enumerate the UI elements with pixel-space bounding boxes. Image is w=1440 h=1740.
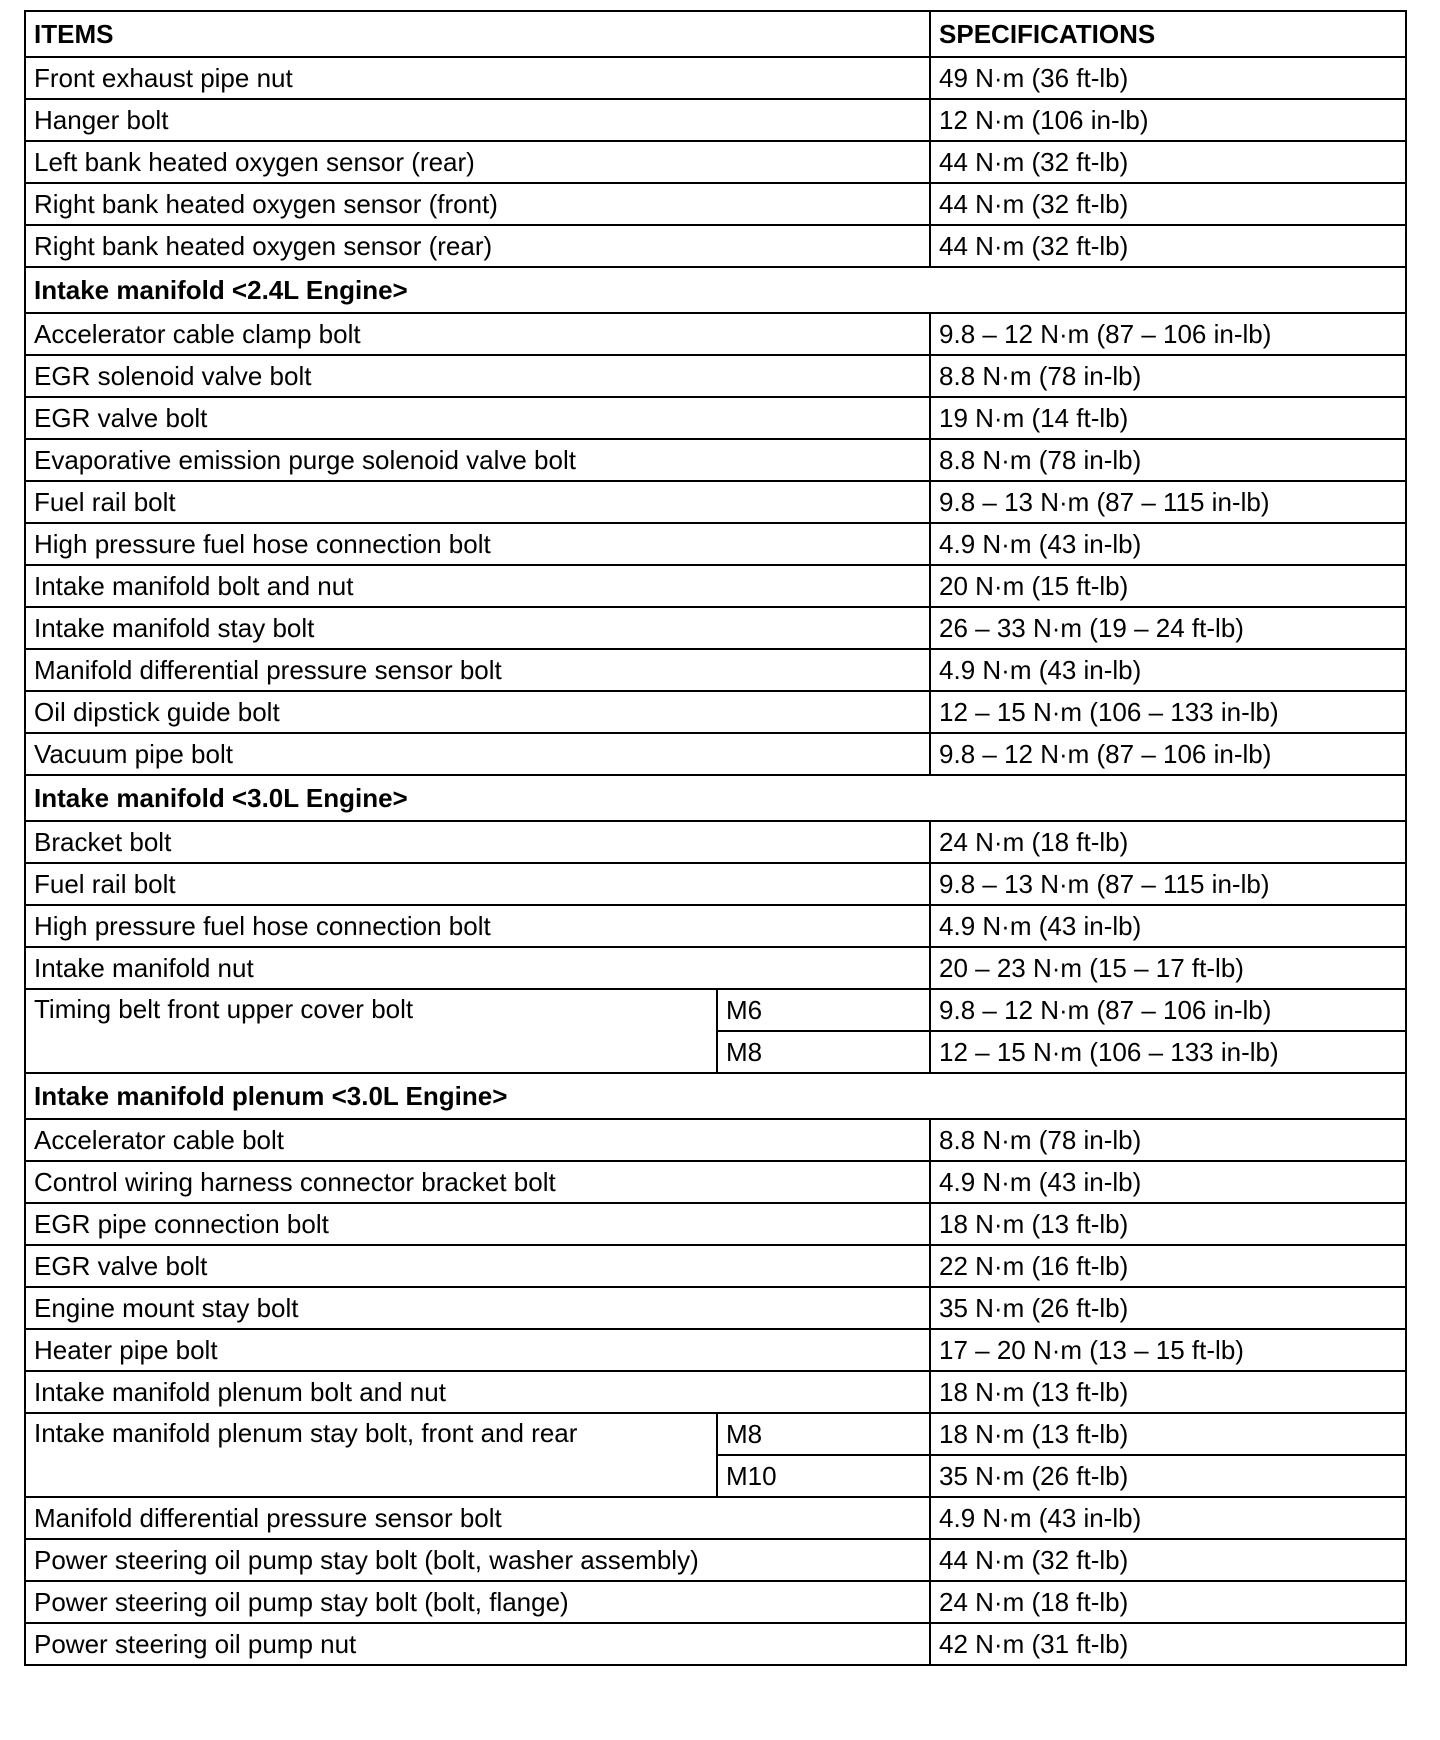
item-name: Heater pipe bolt [25, 1329, 930, 1371]
item-name: Power steering oil pump nut [25, 1623, 930, 1665]
torque-spec: 8.8 N·m (78 in-lb) [930, 439, 1406, 481]
item-name: Right bank heated oxygen sensor (rear) [25, 225, 930, 267]
item-name: Intake manifold stay bolt [25, 607, 930, 649]
table-row [25, 1161, 1406, 1203]
table-body [25, 11, 1406, 1665]
torque-spec: 24 N·m (18 ft-lb) [930, 1581, 1406, 1623]
torque-spec: 12 – 15 N·m (106 – 133 in-lb) [930, 691, 1406, 733]
torque-spec: 17 – 20 N·m (13 – 15 ft-lb) [930, 1329, 1406, 1371]
item-name: EGR pipe connection bolt [25, 1203, 930, 1245]
item-name: Hanger bolt [25, 99, 930, 141]
item-name: Evaporative emission purge solenoid valve bolt [25, 439, 930, 481]
torque-spec: 4.9 N·m (43 in-lb) [930, 905, 1406, 947]
table-row [25, 691, 1406, 733]
item-name: Intake manifold bolt and nut [25, 565, 930, 607]
torque-spec: 12 N·m (106 in-lb) [930, 99, 1406, 141]
table-row [25, 523, 1406, 565]
table-row [25, 183, 1406, 225]
torque-spec: 44 N·m (32 ft-lb) [930, 183, 1406, 225]
item-name: Engine mount stay bolt [25, 1287, 930, 1329]
torque-spec: 9.8 – 12 N·m (87 – 106 in-lb) [930, 313, 1406, 355]
table-row [25, 1329, 1406, 1371]
torque-spec: 24 N·m (18 ft-lb) [930, 821, 1406, 863]
torque-spec: 9.8 – 13 N·m (87 – 115 in-lb) [930, 481, 1406, 523]
item-name: High pressure fuel hose connection bolt [25, 523, 930, 565]
torque-spec: 4.9 N·m (43 in-lb) [930, 1161, 1406, 1203]
bolt-size: M6 [717, 989, 930, 1031]
table-row [25, 355, 1406, 397]
table-row [25, 481, 1406, 523]
table-row [25, 1245, 1406, 1287]
torque-spec: 42 N·m (31 ft-lb) [930, 1623, 1406, 1665]
item-name: Oil dipstick guide bolt [25, 691, 930, 733]
torque-spec: 19 N·m (14 ft-lb) [930, 397, 1406, 439]
table-row [25, 57, 1406, 99]
specifications-column-header: SPECIFICATIONS [930, 11, 1406, 57]
table-row [25, 733, 1406, 775]
bolt-size: M8 [717, 1031, 930, 1073]
torque-spec: 44 N·m (32 ft-lb) [930, 1539, 1406, 1581]
torque-spec: 8.8 N·m (78 in-lb) [930, 1119, 1406, 1161]
item-name: Intake manifold nut [25, 947, 930, 989]
torque-spec: 22 N·m (16 ft-lb) [930, 1245, 1406, 1287]
torque-spec: 44 N·m (32 ft-lb) [930, 141, 1406, 183]
table-row [25, 225, 1406, 267]
table-row [25, 397, 1406, 439]
table-row [25, 313, 1406, 355]
table-row [25, 649, 1406, 691]
table-header-row [25, 11, 1406, 57]
item-name: Accelerator cable bolt [25, 1119, 930, 1161]
torque-spec: 20 N·m (15 ft-lb) [930, 565, 1406, 607]
table-row [25, 863, 1406, 905]
item-name: Fuel rail bolt [25, 481, 930, 523]
table-row [25, 1413, 1406, 1455]
torque-spec: 49 N·m (36 ft-lb) [930, 57, 1406, 99]
section-title: Intake manifold <2.4L Engine> [25, 267, 1406, 313]
section-title: Intake manifold plenum <3.0L Engine> [25, 1073, 1406, 1119]
item-name: Power steering oil pump stay bolt (bolt, flange) [25, 1581, 930, 1623]
torque-spec: 18 N·m (13 ft-lb) [930, 1413, 1406, 1455]
torque-spec: 9.8 – 12 N·m (87 – 106 in-lb) [930, 733, 1406, 775]
item-name: Manifold differential pressure sensor bolt [25, 1497, 930, 1539]
table-row [25, 989, 1406, 1031]
torque-spec-table [24, 10, 1407, 1666]
bolt-size: M8 [717, 1413, 930, 1455]
torque-spec: 9.8 – 13 N·m (87 – 115 in-lb) [930, 863, 1406, 905]
items-column-header: ITEMS [25, 11, 930, 57]
torque-spec: 20 – 23 N·m (15 – 17 ft-lb) [930, 947, 1406, 989]
table-row [25, 1287, 1406, 1329]
table-row [25, 1371, 1406, 1413]
table-row [25, 439, 1406, 481]
item-name: Right bank heated oxygen sensor (front) [25, 183, 930, 225]
table-row [25, 1581, 1406, 1623]
item-name: Control wiring harness connector bracket bolt [25, 1161, 930, 1203]
torque-spec: 26 – 33 N·m (19 – 24 ft-lb) [930, 607, 1406, 649]
section-title: Intake manifold <3.0L Engine> [25, 775, 1406, 821]
torque-spec: 4.9 N·m (43 in-lb) [930, 1497, 1406, 1539]
torque-spec: 4.9 N·m (43 in-lb) [930, 523, 1406, 565]
torque-spec: 35 N·m (26 ft-lb) [930, 1287, 1406, 1329]
table-row [25, 141, 1406, 183]
item-name: Bracket bolt [25, 821, 930, 863]
item-name: Left bank heated oxygen sensor (rear) [25, 141, 930, 183]
item-name: Fuel rail bolt [25, 863, 930, 905]
table-row [25, 1497, 1406, 1539]
torque-spec: 35 N·m (26 ft-lb) [930, 1455, 1406, 1497]
torque-spec: 18 N·m (13 ft-lb) [930, 1203, 1406, 1245]
item-name: Power steering oil pump stay bolt (bolt, washer assembly) [25, 1539, 930, 1581]
item-name: Intake manifold plenum stay bolt, front and rear [25, 1413, 717, 1497]
section-header-row [25, 1073, 1406, 1119]
table-row [25, 947, 1406, 989]
item-name: Accelerator cable clamp bolt [25, 313, 930, 355]
item-name: Timing belt front upper cover bolt [25, 989, 717, 1073]
table-row [25, 99, 1406, 141]
torque-spec: 4.9 N·m (43 in-lb) [930, 649, 1406, 691]
item-name: Manifold differential pressure sensor bolt [25, 649, 930, 691]
torque-spec: 9.8 – 12 N·m (87 – 106 in-lb) [930, 989, 1406, 1031]
item-name: Front exhaust pipe nut [25, 57, 930, 99]
table-row [25, 821, 1406, 863]
torque-spec: 44 N·m (32 ft-lb) [930, 225, 1406, 267]
item-name: EGR valve bolt [25, 397, 930, 439]
item-name: EGR solenoid valve bolt [25, 355, 930, 397]
table-row [25, 905, 1406, 947]
item-name: High pressure fuel hose connection bolt [25, 905, 930, 947]
torque-spec: 8.8 N·m (78 in-lb) [930, 355, 1406, 397]
torque-spec: 12 – 15 N·m (106 – 133 in-lb) [930, 1031, 1406, 1073]
section-header-row [25, 775, 1406, 821]
table-row [25, 1119, 1406, 1161]
table-row [25, 607, 1406, 649]
section-header-row [25, 267, 1406, 313]
table-row [25, 565, 1406, 607]
table-row [25, 1539, 1406, 1581]
item-name: Intake manifold plenum bolt and nut [25, 1371, 930, 1413]
item-name: EGR valve bolt [25, 1245, 930, 1287]
torque-spec: 18 N·m (13 ft-lb) [930, 1371, 1406, 1413]
table-row [25, 1623, 1406, 1665]
table-row [25, 1203, 1406, 1245]
item-name: Vacuum pipe bolt [25, 733, 930, 775]
bolt-size: M10 [717, 1455, 930, 1497]
